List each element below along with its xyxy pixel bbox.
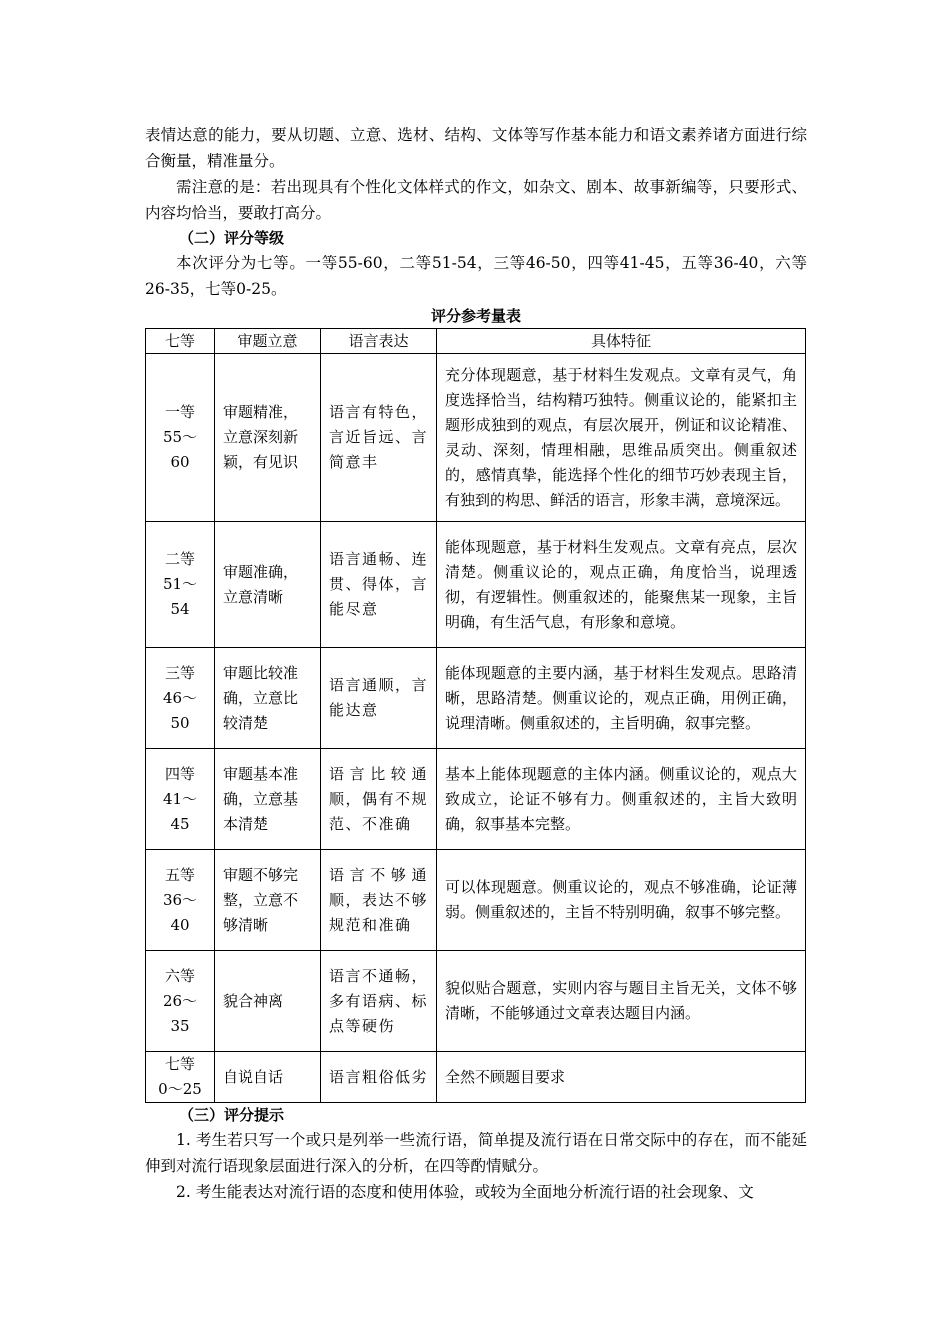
features-cell: 能体现题意，基于材料生发观点。文章有亮点，层次清楚。侧重议论的，观点正确，角度恰当，说理透彻，有逻辑性。侧重叙述的，能聚焦某一现象，主旨明确，有生活气息，有形象和意境。 — [437, 522, 806, 648]
table-row — [146, 1052, 806, 1103]
document-page — [145, 122, 807, 1205]
level-cell — [146, 850, 215, 951]
table-row — [146, 522, 806, 648]
header-language: 语言表达 — [321, 329, 437, 354]
review-cell: 审题精准，立意深刻新颖，有见识 — [215, 354, 321, 522]
language-cell: 语言通顺，言能达意 — [321, 648, 437, 749]
level-cell — [146, 522, 215, 648]
level-name: 七等 — [164, 1055, 195, 1073]
level-name: 四等 — [164, 764, 195, 783]
intro-paragraph-1: 表情达意的能力，要从切题、立意、选材、结构、文体等写作基本能力和语文素养诸方面进行综合衡量，精准量分。 — [145, 126, 807, 170]
level-range: 36～40 — [162, 890, 198, 934]
section-heading-scoring-tips: （三）评分提示 — [179, 1106, 285, 1124]
level-range: 26～35 — [162, 991, 198, 1035]
level-cell — [146, 749, 215, 850]
level-name: 一等 — [164, 403, 195, 421]
table-row — [146, 648, 806, 749]
level-range: 41～45 — [162, 789, 198, 833]
language-cell: 语言通畅、连贯、得体，言能尽意 — [321, 522, 437, 648]
level-cell — [146, 951, 215, 1052]
level-range: 46～50 — [162, 688, 198, 732]
features-cell: 可以体现题意。侧重议论的，观点不够准确，论证薄弱。侧重叙述的，主旨不特别明确，叙事不够完整。 — [437, 850, 806, 951]
level-name: 六等 — [164, 966, 195, 985]
language-cell: 语言不够通顺，表达不够规范和准确 — [321, 850, 437, 951]
table-row — [146, 749, 806, 850]
intro-paragraph-2: 需注意的是：若出现具有个性化文体样式的作文，如杂文、剧本、故事新编等，只要形式、内容均恰当，要敢打高分。 — [145, 178, 807, 222]
language-cell: 语言粗俗低劣 — [321, 1052, 437, 1103]
review-cell: 审题基本准确，立意基本清楚 — [215, 749, 321, 850]
level-range: 55～60 — [162, 428, 198, 471]
features-cell: 能体现题意的主要内涵，基于材料生发观点。思路清晰，思路清楚。侧重议论的，观点正确，用例正确，说理清晰。侧重叙述的，主旨明确，叙事完整。 — [437, 648, 806, 749]
level-range: 51～54 — [162, 575, 198, 618]
level-cell — [146, 354, 215, 522]
language-cell: 语言有特色，言近旨远、言简意丰 — [321, 354, 437, 522]
table-title: 评分参考量表 — [430, 307, 521, 325]
table-row — [146, 951, 806, 1052]
grading-table — [145, 328, 806, 1103]
table-header-row — [146, 329, 806, 354]
features-cell: 充分体现题意，基于材料生发观点。文章有灵气，角度选择恰当，结构精巧独特。侧重议论的，能紧扣主题形成独到的观点，有层次展开，例证和议论精准、灵动、深刻，情理相融，思维品质突出。侧重叙述的，感情真挚，能选择个性化的细节巧妙表现主旨，有独到的构思、鲜活的语言，形象丰满，意境深远。 — [437, 354, 806, 522]
review-cell: 貌合神离 — [215, 951, 321, 1052]
level-cell — [146, 648, 215, 749]
features-cell: 基本上能体现题意的主体内涵。侧重议论的，观点大致成立，论证不够有力。侧重叙述的，主旨大致明确，叙事基本完整。 — [437, 749, 806, 850]
header-features: 具体特征 — [437, 329, 806, 354]
level-name: 三等 — [164, 663, 195, 682]
language-cell: 语言比较通顺，偶有不规范、不准确 — [321, 749, 437, 850]
review-cell: 审题准确，立意清晰 — [215, 522, 321, 648]
language-cell: 语言不通畅，多有语病、标点等硬伤 — [321, 951, 437, 1052]
review-cell: 审题比较准确，立意比较清楚 — [215, 648, 321, 749]
section-heading-grading-levels: （二）评分等级 — [179, 229, 285, 247]
scoring-tip-1: 1. 考生若只写一个或只是列举一些流行语，简单提及流行语在日常交际中的存在，而不能延伸到对流行语现象层面进行深入的分析，在四等酌情赋分。 — [145, 1131, 807, 1175]
review-cell: 审题不够完整，立意不够清晰 — [215, 850, 321, 951]
features-cell: 全然不顾题目要求 — [437, 1052, 806, 1103]
level-name: 五等 — [164, 865, 195, 884]
level-cell — [146, 1052, 215, 1103]
grading-levels-text: 本次评分为七等。一等55-60，二等51-54，三等46-50，四等41-45，五等36-40，六等26-35，七等0-25。 — [145, 254, 807, 298]
level-range: 0～25 — [158, 1080, 202, 1098]
header-review: 审题立意 — [215, 329, 321, 354]
table-row — [146, 850, 806, 951]
header-level: 七等 — [146, 329, 215, 354]
review-cell: 自说自话 — [215, 1052, 321, 1103]
level-name: 二等 — [164, 550, 195, 568]
features-cell: 貌似贴合题意，实则内容与题目主旨无关，文体不够清晰，不能够通过文章表达题目内涵。 — [437, 951, 806, 1052]
scoring-tip-2: 2. 考生能表达对流行语的态度和使用体验，或较为全面地分析流行语的社会现象、文 — [176, 1183, 754, 1201]
table-row — [146, 354, 806, 522]
